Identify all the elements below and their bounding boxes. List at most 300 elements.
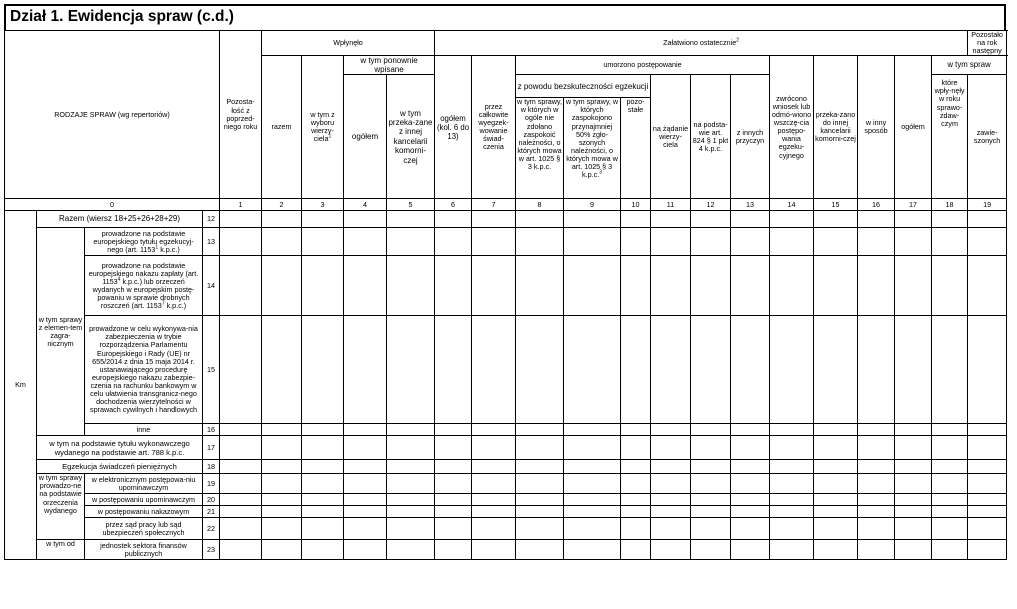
cell[interactable] [651,316,691,424]
cell[interactable] [858,316,895,424]
cell[interactable] [564,518,621,540]
cell[interactable] [435,540,472,560]
cell[interactable] [302,424,344,436]
cell[interactable] [858,518,895,540]
cell[interactable] [387,540,435,560]
cell[interactable] [516,518,564,540]
row-21-label: w postępowaniu nakazowym [85,506,203,518]
cell[interactable] [895,436,932,460]
cell[interactable] [621,436,651,460]
cell[interactable] [516,474,564,494]
cell[interactable] [731,460,770,474]
cell[interactable] [895,474,932,494]
cell[interactable] [472,228,516,256]
cell[interactable] [691,228,731,256]
cell[interactable] [220,316,262,424]
cell[interactable] [220,436,262,460]
cell[interactable] [858,424,895,436]
cell[interactable] [220,494,262,506]
cell[interactable] [731,228,770,256]
header-wplynelo: Wpłynęło [262,31,435,56]
cell[interactable] [770,228,814,256]
cell[interactable] [731,256,770,316]
cell[interactable] [691,436,731,460]
cell[interactable] [932,518,968,540]
cell[interactable] [814,506,858,518]
cell[interactable] [932,540,968,560]
cell[interactable] [858,474,895,494]
cell[interactable] [262,256,302,316]
cell[interactable] [472,256,516,316]
cell[interactable] [651,494,691,506]
cell[interactable] [472,211,516,228]
cell[interactable] [387,474,435,494]
header-zawieszonych: zawie-szonych [968,75,1007,199]
cell[interactable] [895,228,932,256]
cell[interactable] [516,540,564,560]
cell[interactable] [731,211,770,228]
cell[interactable] [858,211,895,228]
row-14-text-end: k.p.c.) [164,300,187,310]
cell[interactable] [621,316,651,424]
cell[interactable] [858,436,895,460]
cell[interactable] [472,474,516,494]
cell[interactable] [691,424,731,436]
header-art824: na podsta-wie art. 824 § 1 pkt 4 k.p.c. [691,75,731,199]
cell[interactable] [472,540,516,560]
cell[interactable] [770,506,814,518]
cell[interactable] [302,228,344,256]
cell[interactable] [302,436,344,460]
cell[interactable] [387,494,435,506]
cell[interactable] [932,474,968,494]
col-number-8: 8 [516,199,564,211]
row-18-number: 18 [203,460,220,474]
cell[interactable] [387,316,435,424]
cell[interactable] [516,316,564,424]
header-zalatwiono-sup: 2 [736,37,739,44]
cell[interactable] [691,211,731,228]
cell[interactable] [564,540,621,560]
cell[interactable] [387,228,435,256]
cell[interactable] [770,540,814,560]
cell[interactable] [262,518,302,540]
row-14-label [85,256,203,316]
col-number-1: 1 [220,199,262,211]
row-15-label: prowadzone w celu wykonywa-nia zabezpieczenia w trybie rozporządzenia Parlamentu Europejskiego i Rady (UE) nr 655/2014 z dnia 15 maja 2014 r. ustanawiającego procedurę europejskiego nakazu zabezpie-czenia na rachunku bankowym w celu ułatwienia transgranicz-nego dochodzenia wierzytelności w sprawach cywilnych i handlowych [85,316,203,424]
cell[interactable] [895,316,932,424]
cell[interactable] [814,540,858,560]
header-zalatwiono-text: Załatwiono ostatecznie [663,38,737,48]
cell[interactable] [814,494,858,506]
case-register-table [4,30,1007,560]
row-19-label: w elektronicznym postępowa-niu upominawczym [85,474,203,494]
cell[interactable] [858,228,895,256]
cell[interactable] [262,460,302,474]
header-razem: razem [262,56,302,199]
cell[interactable] [564,256,621,316]
cell[interactable] [968,228,1007,256]
cell[interactable] [968,424,1007,436]
header-pozostalosc: Pozosta-łość z poprzed-niego roku [220,31,262,199]
cell[interactable] [302,518,344,540]
cell[interactable] [770,494,814,506]
header-wyboru-wierzyciela [302,56,344,199]
cell[interactable] [435,436,472,460]
cell[interactable] [516,436,564,460]
cell[interactable] [621,506,651,518]
cell[interactable] [472,436,516,460]
cell[interactable] [932,460,968,474]
cell[interactable] [564,494,621,506]
cell[interactable] [651,518,691,540]
cell[interactable] [344,211,387,228]
cell[interactable] [435,460,472,474]
cell[interactable] [516,211,564,228]
cell[interactable] [770,460,814,474]
cell[interactable] [564,436,621,460]
cell[interactable] [895,256,932,316]
cell[interactable] [262,228,302,256]
row-22-number: 22 [203,518,220,540]
cell[interactable] [731,518,770,540]
cell[interactable] [770,256,814,316]
cell[interactable] [691,540,731,560]
header-inny-sposob: w inny sposób [858,56,895,199]
cell[interactable] [731,316,770,424]
row-16-label: inne [85,424,203,436]
cell[interactable] [344,518,387,540]
cell[interactable] [435,474,472,494]
row-13-sup: 1 [155,244,159,251]
cell[interactable] [220,474,262,494]
cell[interactable] [387,211,435,228]
cell[interactable] [731,506,770,518]
col-number-17: 17 [895,199,932,211]
row-20-label: w postępowaniu upominawczym [85,494,203,506]
cell[interactable] [564,316,621,424]
cell[interactable] [814,436,858,460]
header-pozostale: pozo-stałe [621,98,651,199]
cell[interactable] [387,518,435,540]
cell[interactable] [932,436,968,460]
cell[interactable] [968,506,1007,518]
cell[interactable] [435,256,472,316]
cell[interactable] [516,506,564,518]
row-21-number: 21 [203,506,220,518]
row-14-number: 14 [203,256,220,316]
row-23-number: 23 [203,540,220,560]
cell[interactable] [472,460,516,474]
cell[interactable] [564,506,621,518]
row-16-number: 16 [203,424,220,436]
row-14-sup2: 7 [161,300,165,307]
cell[interactable] [344,228,387,256]
cell[interactable] [621,518,651,540]
cell[interactable] [472,494,516,506]
col-number-4: 4 [344,199,387,211]
cell[interactable] [895,518,932,540]
cell[interactable] [858,540,895,560]
row-13-text: prowadzone na podstawie europejskiego tytułu egzekucyj-nego (art. 1153 [93,228,194,254]
header-w-tym-spraw: w tym spraw [932,56,1007,75]
row-17-label: w tym na podstawie tytułu wykonawczego wydanego na podstawie art. 788 k.p.c. [37,436,203,460]
cell[interactable] [344,436,387,460]
cell[interactable] [731,540,770,560]
cell[interactable] [516,256,564,316]
cell[interactable] [220,211,262,228]
group-od-label: w tym od [37,540,85,560]
cell[interactable] [814,228,858,256]
cell[interactable] [472,424,516,436]
cell[interactable] [691,256,731,316]
cell[interactable] [220,506,262,518]
header-innych-przyczyn: z innych przyczyn [731,75,770,199]
cell[interactable] [895,540,932,560]
cell[interactable] [302,460,344,474]
cell[interactable] [262,424,302,436]
row-19-number: 19 [203,474,220,494]
cell[interactable] [344,316,387,424]
cell[interactable] [516,494,564,506]
cell[interactable] [564,228,621,256]
cell[interactable] [302,506,344,518]
cell[interactable] [435,211,472,228]
cell[interactable] [344,424,387,436]
cell[interactable] [895,494,932,506]
cell[interactable] [691,474,731,494]
cell[interactable] [895,424,932,436]
group-zagraniczny-label: w tym sprawy z elemen-tem zagra-nicznym [37,228,85,436]
cell[interactable] [932,506,968,518]
cell[interactable] [220,424,262,436]
row-12-label: Razem (wiersz 18+25+26+28+29) [37,211,203,228]
cell[interactable] [895,211,932,228]
cell[interactable] [731,494,770,506]
cell[interactable] [302,316,344,424]
cell[interactable] [302,211,344,228]
cell[interactable] [564,474,621,494]
cell[interactable] [220,540,262,560]
cell[interactable] [651,256,691,316]
cell[interactable] [220,256,262,316]
cell[interactable] [651,506,691,518]
cell[interactable] [435,494,472,506]
cell[interactable] [814,424,858,436]
cell[interactable] [516,424,564,436]
cell[interactable] [858,256,895,316]
cell[interactable] [387,506,435,518]
cell[interactable] [220,228,262,256]
col-number-2: 2 [262,199,302,211]
cell[interactable] [435,316,472,424]
cell[interactable] [968,436,1007,460]
header-calkowite: przez całkowite wyegzek-wowanie świad-czenia [472,56,516,199]
cell[interactable] [387,460,435,474]
cell[interactable] [621,424,651,436]
cell[interactable] [895,460,932,474]
cell[interactable] [262,436,302,460]
header-zaspokojono-50 [564,98,621,199]
cell[interactable] [770,518,814,540]
cell[interactable] [344,540,387,560]
cell[interactable] [691,494,731,506]
cell[interactable] [621,540,651,560]
header-nie-zdolano: w tym sprawy, w których w ogóle nie zdołano zaspokoić należności, o których mowa w art. 1025 § 3 k.p.c. [516,98,564,199]
row-20-number: 20 [203,494,220,506]
row-12-number: 12 [203,211,220,228]
cell[interactable] [262,474,302,494]
cell[interactable] [770,424,814,436]
header-zwrocono: zwrócono wniosek lub odmó-wiono wszczę-cia postępo-wania egzeku-cyjnego [770,56,814,199]
row-13-label [85,228,203,256]
cell[interactable] [968,540,1007,560]
cell[interactable] [262,211,302,228]
cell[interactable] [814,474,858,494]
header-ogolem-6-13: ogółem (kol. 6 do 13) [435,56,472,199]
cell[interactable] [621,256,651,316]
cell[interactable] [344,256,387,316]
cell[interactable] [814,460,858,474]
cell[interactable] [968,316,1007,424]
cell[interactable] [564,424,621,436]
cell[interactable] [387,424,435,436]
header-przekazane-kancelarii: w tym przeka-zane z innej kancelarii komorni-czej [387,75,435,199]
cell[interactable] [564,211,621,228]
cell[interactable] [344,494,387,506]
cell[interactable] [731,474,770,494]
header-pozostalo: Pozostało na rok następny [968,31,1007,56]
cell[interactable] [220,518,262,540]
cell[interactable] [691,518,731,540]
cell[interactable] [564,460,621,474]
cell[interactable] [932,316,968,424]
col-number-7: 7 [472,199,516,211]
cell[interactable] [344,506,387,518]
cell[interactable] [621,494,651,506]
col-number-13: 13 [731,199,770,211]
cell[interactable] [968,494,1007,506]
cell[interactable] [472,518,516,540]
header-wplynely: które wpły-nęły w roku sprawo-zdaw-czym [932,75,968,199]
cell[interactable] [344,474,387,494]
cell[interactable] [968,460,1007,474]
cell[interactable] [968,211,1007,228]
cell[interactable] [932,494,968,506]
header-zadanie: na żądanie wierzy-ciela [651,75,691,199]
cell[interactable] [968,518,1007,540]
cell[interactable] [932,256,968,316]
cell[interactable] [858,494,895,506]
cell[interactable] [731,436,770,460]
cell[interactable] [651,211,691,228]
section-title: Dział 1. Ewidencja spraw (c.d.) [4,4,1006,30]
header-ogolem: ogółem [344,75,387,199]
cell[interactable] [651,436,691,460]
cell[interactable] [344,460,387,474]
header-zaspokojono-sup: 3 [599,169,602,176]
cell[interactable] [968,474,1007,494]
cell[interactable] [858,460,895,474]
col-number-9: 9 [564,199,621,211]
cell[interactable] [968,256,1007,316]
row-13-text-end: k.p.c.) [158,244,180,254]
row-18-label: Egzekucja świadczeń pieniężnych [37,460,203,474]
cell[interactable] [651,424,691,436]
cell[interactable] [302,256,344,316]
cell[interactable] [435,228,472,256]
cell[interactable] [435,506,472,518]
header-wyboru-sup: 1 [328,133,332,140]
cell[interactable] [814,211,858,228]
cell[interactable] [651,474,691,494]
col-number-0: 0 [5,199,220,211]
cell[interactable] [651,460,691,474]
cell[interactable] [731,424,770,436]
cell[interactable] [302,540,344,560]
cell[interactable] [691,316,731,424]
cell[interactable] [814,316,858,424]
cell[interactable] [932,424,968,436]
cell[interactable] [435,424,472,436]
cell[interactable] [814,518,858,540]
cell[interactable] [516,460,564,474]
cell[interactable] [435,518,472,540]
cell[interactable] [770,474,814,494]
cell[interactable] [621,474,651,494]
cell[interactable] [770,316,814,424]
col-number-12: 12 [691,199,731,211]
header-bezskutecznosci: z powodu bezskuteczności egzekucji [516,75,651,98]
cell[interactable] [814,256,858,316]
cell[interactable] [472,506,516,518]
col-number-3: 3 [302,199,344,211]
cell[interactable] [302,474,344,494]
cell[interactable] [262,540,302,560]
cell[interactable] [621,228,651,256]
cell[interactable] [651,228,691,256]
cell[interactable] [932,211,968,228]
cell[interactable] [262,506,302,518]
cell[interactable] [932,228,968,256]
cell[interactable] [262,494,302,506]
cell[interactable] [262,316,302,424]
cell[interactable] [651,540,691,560]
cell[interactable] [387,256,435,316]
cell[interactable] [302,494,344,506]
row-17-number: 17 [203,436,220,460]
cell[interactable] [621,460,651,474]
cell[interactable] [770,436,814,460]
cell[interactable] [691,460,731,474]
cell[interactable] [858,506,895,518]
cell[interactable] [691,506,731,518]
header-przekazano: przeka-zano do innej kancelarii komorni-czej [814,56,858,199]
header-umorzono: umorzono postępowanie [516,56,770,75]
header-pozostalo-ogolem: ogółem [895,56,932,199]
cell[interactable] [472,316,516,424]
group-upominawcze-label: w tym sprawy prowadzo-ne na podstawie orzeczenia wydanego [37,474,85,540]
cell[interactable] [770,211,814,228]
cell[interactable] [895,506,932,518]
cell[interactable] [220,460,262,474]
row-14-text: prowadzone na podstawie europejskiego nakazu zapłaty (art. 1153 [88,260,199,286]
cell[interactable] [621,211,651,228]
header-rodzaje-spraw: RODZAJE SPRAW (wg repertoriów) [5,31,220,199]
cell[interactable] [516,228,564,256]
col-number-18: 18 [932,199,968,211]
cell[interactable] [387,436,435,460]
